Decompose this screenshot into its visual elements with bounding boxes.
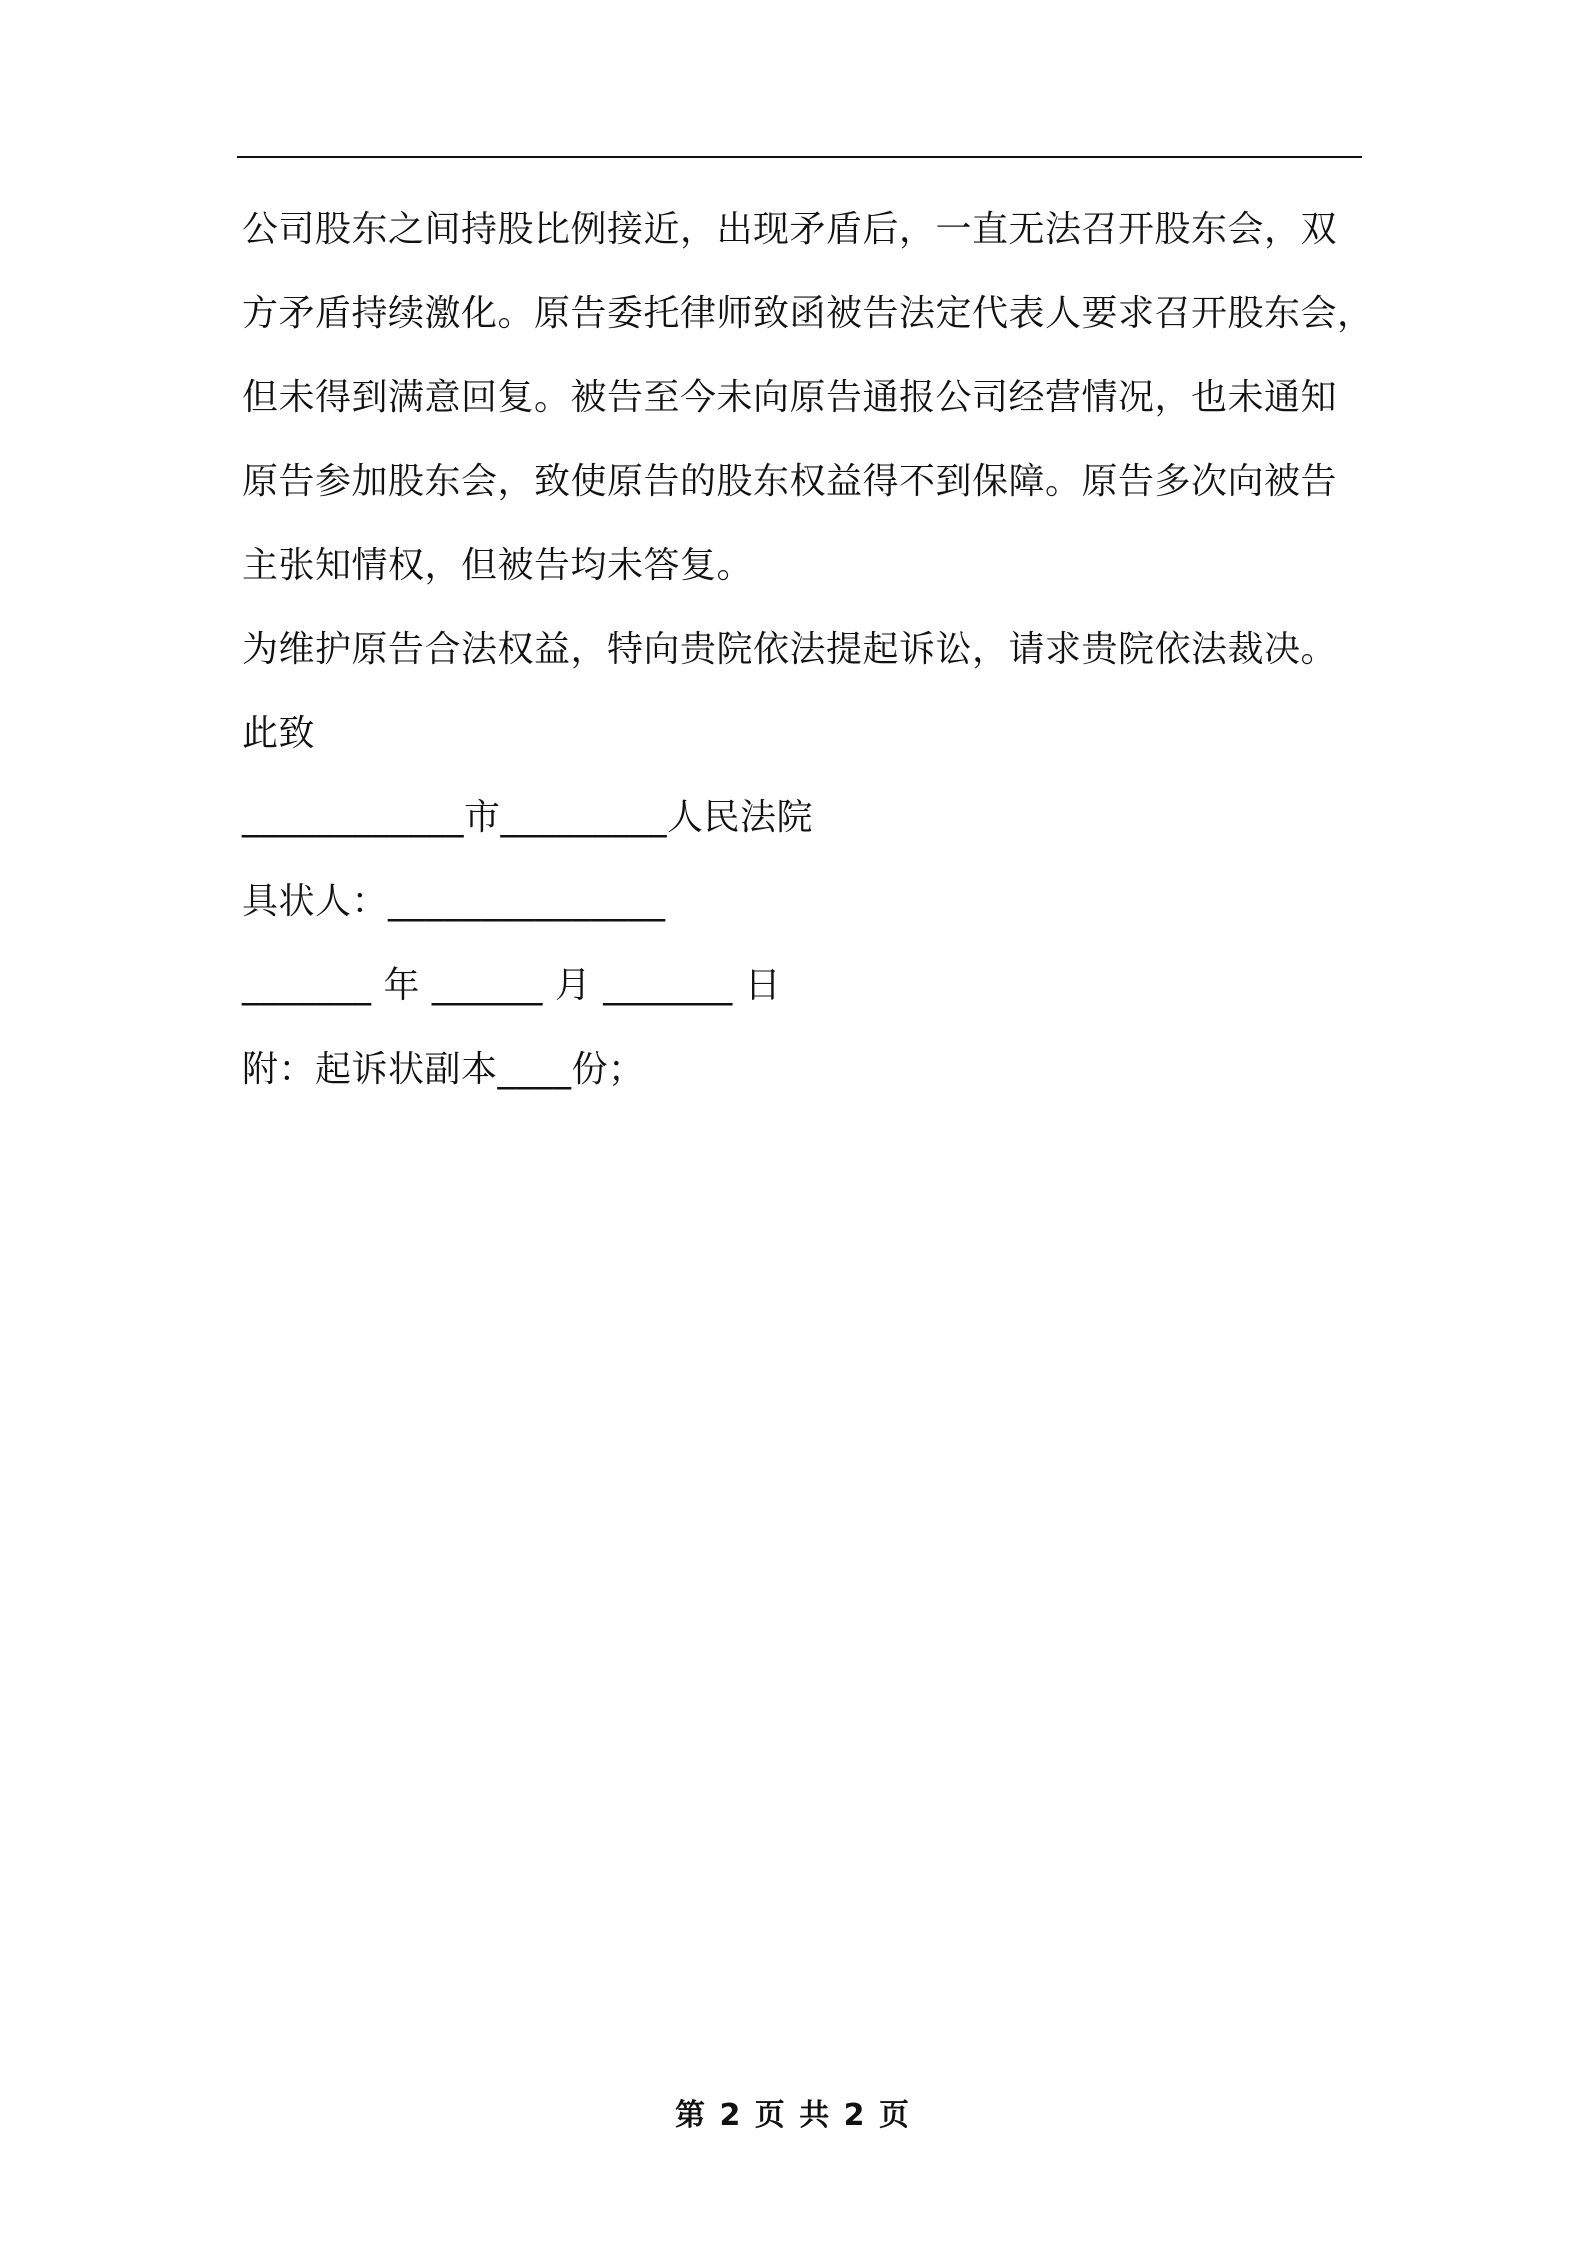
page-number: 第 2 页 共 2 页 [675, 2098, 911, 2133]
plaintiff-signature-line: 具状人：_______________ [242, 881, 666, 922]
paragraph-line: 公司股东之间持股比例接近，出现矛盾后，一直无法召开股东会，双 [242, 209, 1338, 250]
court-line: ____________市_________人民法院 [242, 797, 814, 838]
document-body [242, 199, 1382, 1123]
paragraph-line: 原告参加股东会，致使原告的股东权益得不到保障。原告多次向被告 [242, 461, 1338, 502]
attachment-line: 附：起诉状副本____份； [242, 1049, 645, 1090]
paragraph-line: 主张知情权，但被告均未答复。 [242, 545, 754, 586]
header-rule [237, 156, 1362, 158]
salutation-line: 此致 [242, 713, 316, 754]
paragraph-line: 方矛盾持续激化。原告委托律师致函被告法定代表人要求召开股东会， [242, 293, 1374, 334]
request-line: 为维护原告合法权益，特向贵院依法提起诉讼，请求贵院依法裁决。 [242, 629, 1338, 670]
paragraph-line: 但未得到满意回复。被告至今未向原告通报公司经营情况，也未通知 [242, 377, 1338, 418]
date-line: _______ 年 ______ 月 _______ 日 [242, 965, 782, 1006]
